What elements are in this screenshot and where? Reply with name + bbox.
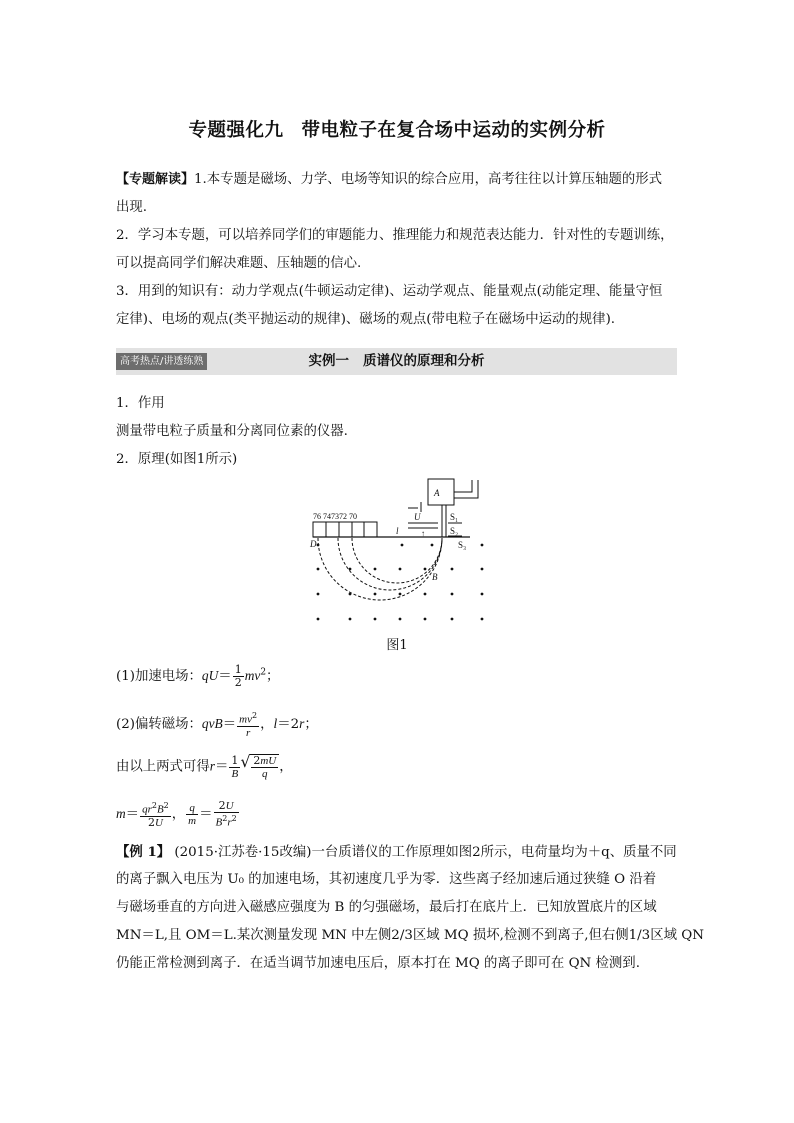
mass-spectrometer-figure <box>300 474 500 634</box>
intro-line: 3．用到的知识有：动力学观点(牛顿运动定律)、运动学观点、能量观点(动能定理、能量守恒 <box>116 284 663 299</box>
eq2-prefix: (2)偏转磁场： <box>116 716 202 732</box>
equation-3: 由以上两式可得r＝ $\frac{1}{B}$ √ $\frac{2mU}{q}$ ， <box>116 754 293 780</box>
page-title <box>0 116 794 142</box>
example-line: MN＝L,且 OM＝L.某次测量发现 MN 中左侧2/3区域 MQ 损坏,检测不到离子,但右侧1/3区域 QN <box>116 928 704 943</box>
label-u: U <box>414 512 421 522</box>
label-s2: S₂ <box>450 526 459 536</box>
example-line <box>116 838 682 866</box>
arrow-glyph: ↑ <box>421 529 425 538</box>
example-line: 仍能正常检测到离子．在适当调节加速电压后，原本打在 MQ 的离子即可在 QN 检测到. <box>116 956 640 971</box>
body-line: 测量带电粒子质量和分离同位素的仪器. <box>116 424 348 439</box>
example-section <box>116 838 704 978</box>
section-title-left: 实例一 <box>308 353 349 369</box>
intro-line: 2．学习本专题，可以培养同学们的审题能力、推理能力和规范表达能力．针对性的专题训练， <box>116 228 674 243</box>
label-b: B <box>432 572 438 582</box>
equation-4: m＝ $\frac{qr^2B^2}{2U}$ ， $\frac{q}{m}$ ＝ $\frac{2U}{B^2r^2}$ <box>116 799 237 829</box>
section-title <box>116 348 677 375</box>
scale-labels: 76 747372 70 <box>313 512 357 521</box>
intro-tag: 【专题解读】 <box>116 172 195 187</box>
intro-line: 可以提高同学们解决难题、压轴题的信心. <box>116 256 362 271</box>
section-bar <box>116 348 677 375</box>
eq1-prefix: (1)加速电场： <box>116 669 202 684</box>
equation-2: (2)偏转磁场：qvB＝ $\frac{mv^2}{r}$ ，l＝2r； <box>116 711 318 739</box>
section-tag: 高考热点/讲透练熟 <box>116 353 207 370</box>
intro-line: 出现. <box>116 200 148 215</box>
label-l: l <box>396 526 399 536</box>
example-line: 与磁场垂直的方向进入磁感应强度为 B 的匀强磁场，最后打在底片上．已知放置底片的区域 <box>116 900 657 915</box>
body-section <box>116 390 682 474</box>
title-right: 带电粒子在复合场中运动的实例分析 <box>301 120 606 141</box>
label-s3: S₃ <box>458 540 467 550</box>
intro-line: 定律)、电场的观点(类平抛运动的规律)、磁场的观点(带电粒子在磁场中运动的规律). <box>116 312 616 327</box>
label-d: D <box>310 539 317 549</box>
intro-line <box>116 166 682 194</box>
title-left: 专题强化九 <box>188 120 284 141</box>
intro-section <box>116 166 682 334</box>
equation-1: (1)加速电场：qU＝ $\frac{1}{2}$ $mv^2$； <box>116 663 280 689</box>
magnetic-field-dots <box>317 544 484 621</box>
section-title-right: 质谱仪的原理和分析 <box>363 353 485 369</box>
label-a: A <box>434 488 440 498</box>
figure-caption: 图1 <box>386 638 408 653</box>
intro-text: 1.本专题是磁场、力学、电场等知识的综合应用，高考往往以计算压轴题的形式 <box>194 172 663 187</box>
eq3-prefix: 由以上两式可得 <box>116 759 210 775</box>
label-s1: S₁ <box>450 512 459 522</box>
example-text: (2015·江苏卷·15改编)一台质谱仪的工作原理如图2所示，电荷量均为＋q、质量不同 <box>174 845 677 860</box>
example-line: 的离子飘入电压为 U₀ 的加速电场，其初速度几乎为零．这些离子经加速后通过狭缝 O 沿着 <box>116 872 657 887</box>
body-line: 1．作用 <box>116 396 165 411</box>
body-line: 2．原理(如图1所示) <box>116 452 238 467</box>
example-label: 【例 1】 <box>116 844 171 860</box>
